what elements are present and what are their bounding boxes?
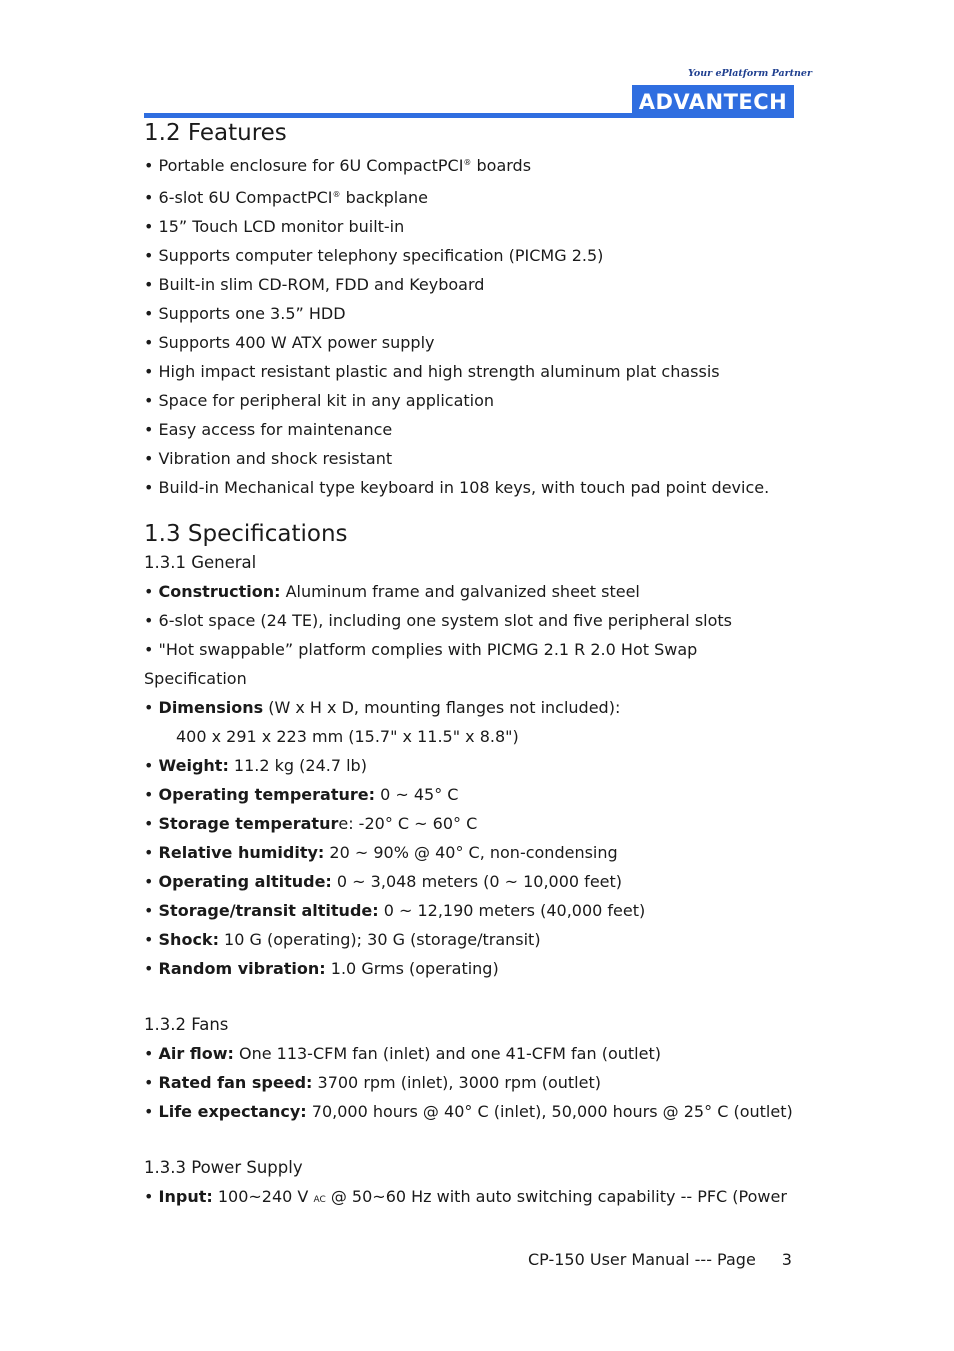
spacer: [144, 983, 824, 997]
feature-item: • Vibration and shock resistant: [144, 449, 393, 468]
spec-fan-speed: • Rated fan speed: 3700 rpm (inlet), 3000 rpm (outlet): [144, 1073, 601, 1092]
spec-humidity: • Relative humidity: 20 ~ 90% @ 40° C, non-condensing: [144, 843, 618, 862]
feature-item: • Easy access for maintenance: [144, 420, 393, 439]
spec-life-expectancy: • Life expectancy: 70,000 hours @ 40° C (inlet), 50,000 hours @ 25° C (outlet): [144, 1102, 793, 1121]
specifications-heading: 1.3 Specifications: [144, 521, 348, 547]
spec-weight: • Weight: 11.2 kg (24.7 lb): [144, 756, 367, 775]
feature-item: • 6-slot 6U CompactPCI® backplane: [144, 188, 428, 207]
feature-item: • High impact resistant plastic and high strength aluminum plat chassis: [144, 362, 720, 381]
features-list: [144, 148, 824, 502]
spacer: [144, 997, 824, 1011]
spec-vibration: • Random vibration: 1.0 Grms (operating): [144, 959, 499, 978]
general-heading: 1.3.1 General: [144, 553, 257, 572]
spec-storage-temperature: • Storage temperature: -20° C ~ 60° C: [144, 814, 478, 833]
spec-operating-temperature: • Operating temperature: 0 ~ 45° C: [144, 785, 459, 804]
power-supply-heading: 1.3.3 Power Supply: [144, 1158, 303, 1177]
feature-item: • Built-in slim CD-ROM, FDD and Keyboard: [144, 275, 485, 294]
page-content: [144, 118, 824, 1215]
spec-hotswap-continued: Specification: [144, 669, 247, 688]
spec-dimensions-value: 400 x 291 x 223 mm (15.7" x 11.5" x 8.8"): [176, 727, 519, 746]
spec-air-flow: • Air flow: One 113-CFM fan (inlet) and one 41-CFM fan (outlet): [144, 1044, 661, 1063]
spec-slots: • 6-slot space (24 TE), including one system slot and five peripheral slots: [144, 611, 733, 630]
feature-item: • Build-in Mechanical type keyboard in 108 keys, with touch pad point device.: [144, 478, 770, 497]
spec-shock: • Shock: 10 G (operating); 30 G (storage/transit): [144, 930, 541, 949]
spec-operating-altitude: • Operating altitude: 0 ~ 3,048 meters (0 ~ 10,000 feet): [144, 872, 623, 891]
features-heading: 1.2 Features: [144, 120, 287, 146]
spec-hotswap: • "Hot swappable” platform complies with PICMG 2.1 R 2.0 Hot Swap: [144, 640, 698, 659]
page-footer: [528, 1248, 792, 1272]
spacer: [144, 502, 824, 519]
feature-item: • Portable enclosure for 6U CompactPCI® boards: [144, 156, 532, 175]
fans-heading: 1.3.2 Fans: [144, 1015, 229, 1034]
feature-item: • 15” Touch LCD monitor built-in: [144, 217, 405, 236]
feature-item: • Supports computer telephony specification (PICMG 2.5): [144, 246, 604, 265]
footer-label: CP-150 User Manual --- Page: [528, 1250, 756, 1269]
spec-dimensions: • Dimensions (W x H x D, mounting flanges not included):: [144, 698, 621, 717]
spacer: [144, 1140, 824, 1154]
spec-storage-altitude: • Storage/transit altitude: 0 ~ 12,190 meters (40,000 feet): [144, 901, 646, 920]
page-number: 3: [781, 1250, 792, 1269]
spec-construction: • Construction: Aluminum frame and galvanized sheet steel: [144, 582, 640, 601]
advantech-logo: ADVANTECH: [632, 85, 794, 118]
brand-tagline: Your ePlatform Partner: [687, 68, 812, 79]
feature-item: • Supports 400 W ATX power supply: [144, 333, 435, 352]
spacer: [144, 1126, 824, 1140]
feature-item: • Supports one 3.5” HDD: [144, 304, 346, 323]
spec-power-input: • Input: 100~240 V AC @ 50~60 Hz with auto switching capability -- PFC (Power: [144, 1187, 787, 1206]
feature-item: • Space for peripheral kit in any application: [144, 391, 495, 410]
